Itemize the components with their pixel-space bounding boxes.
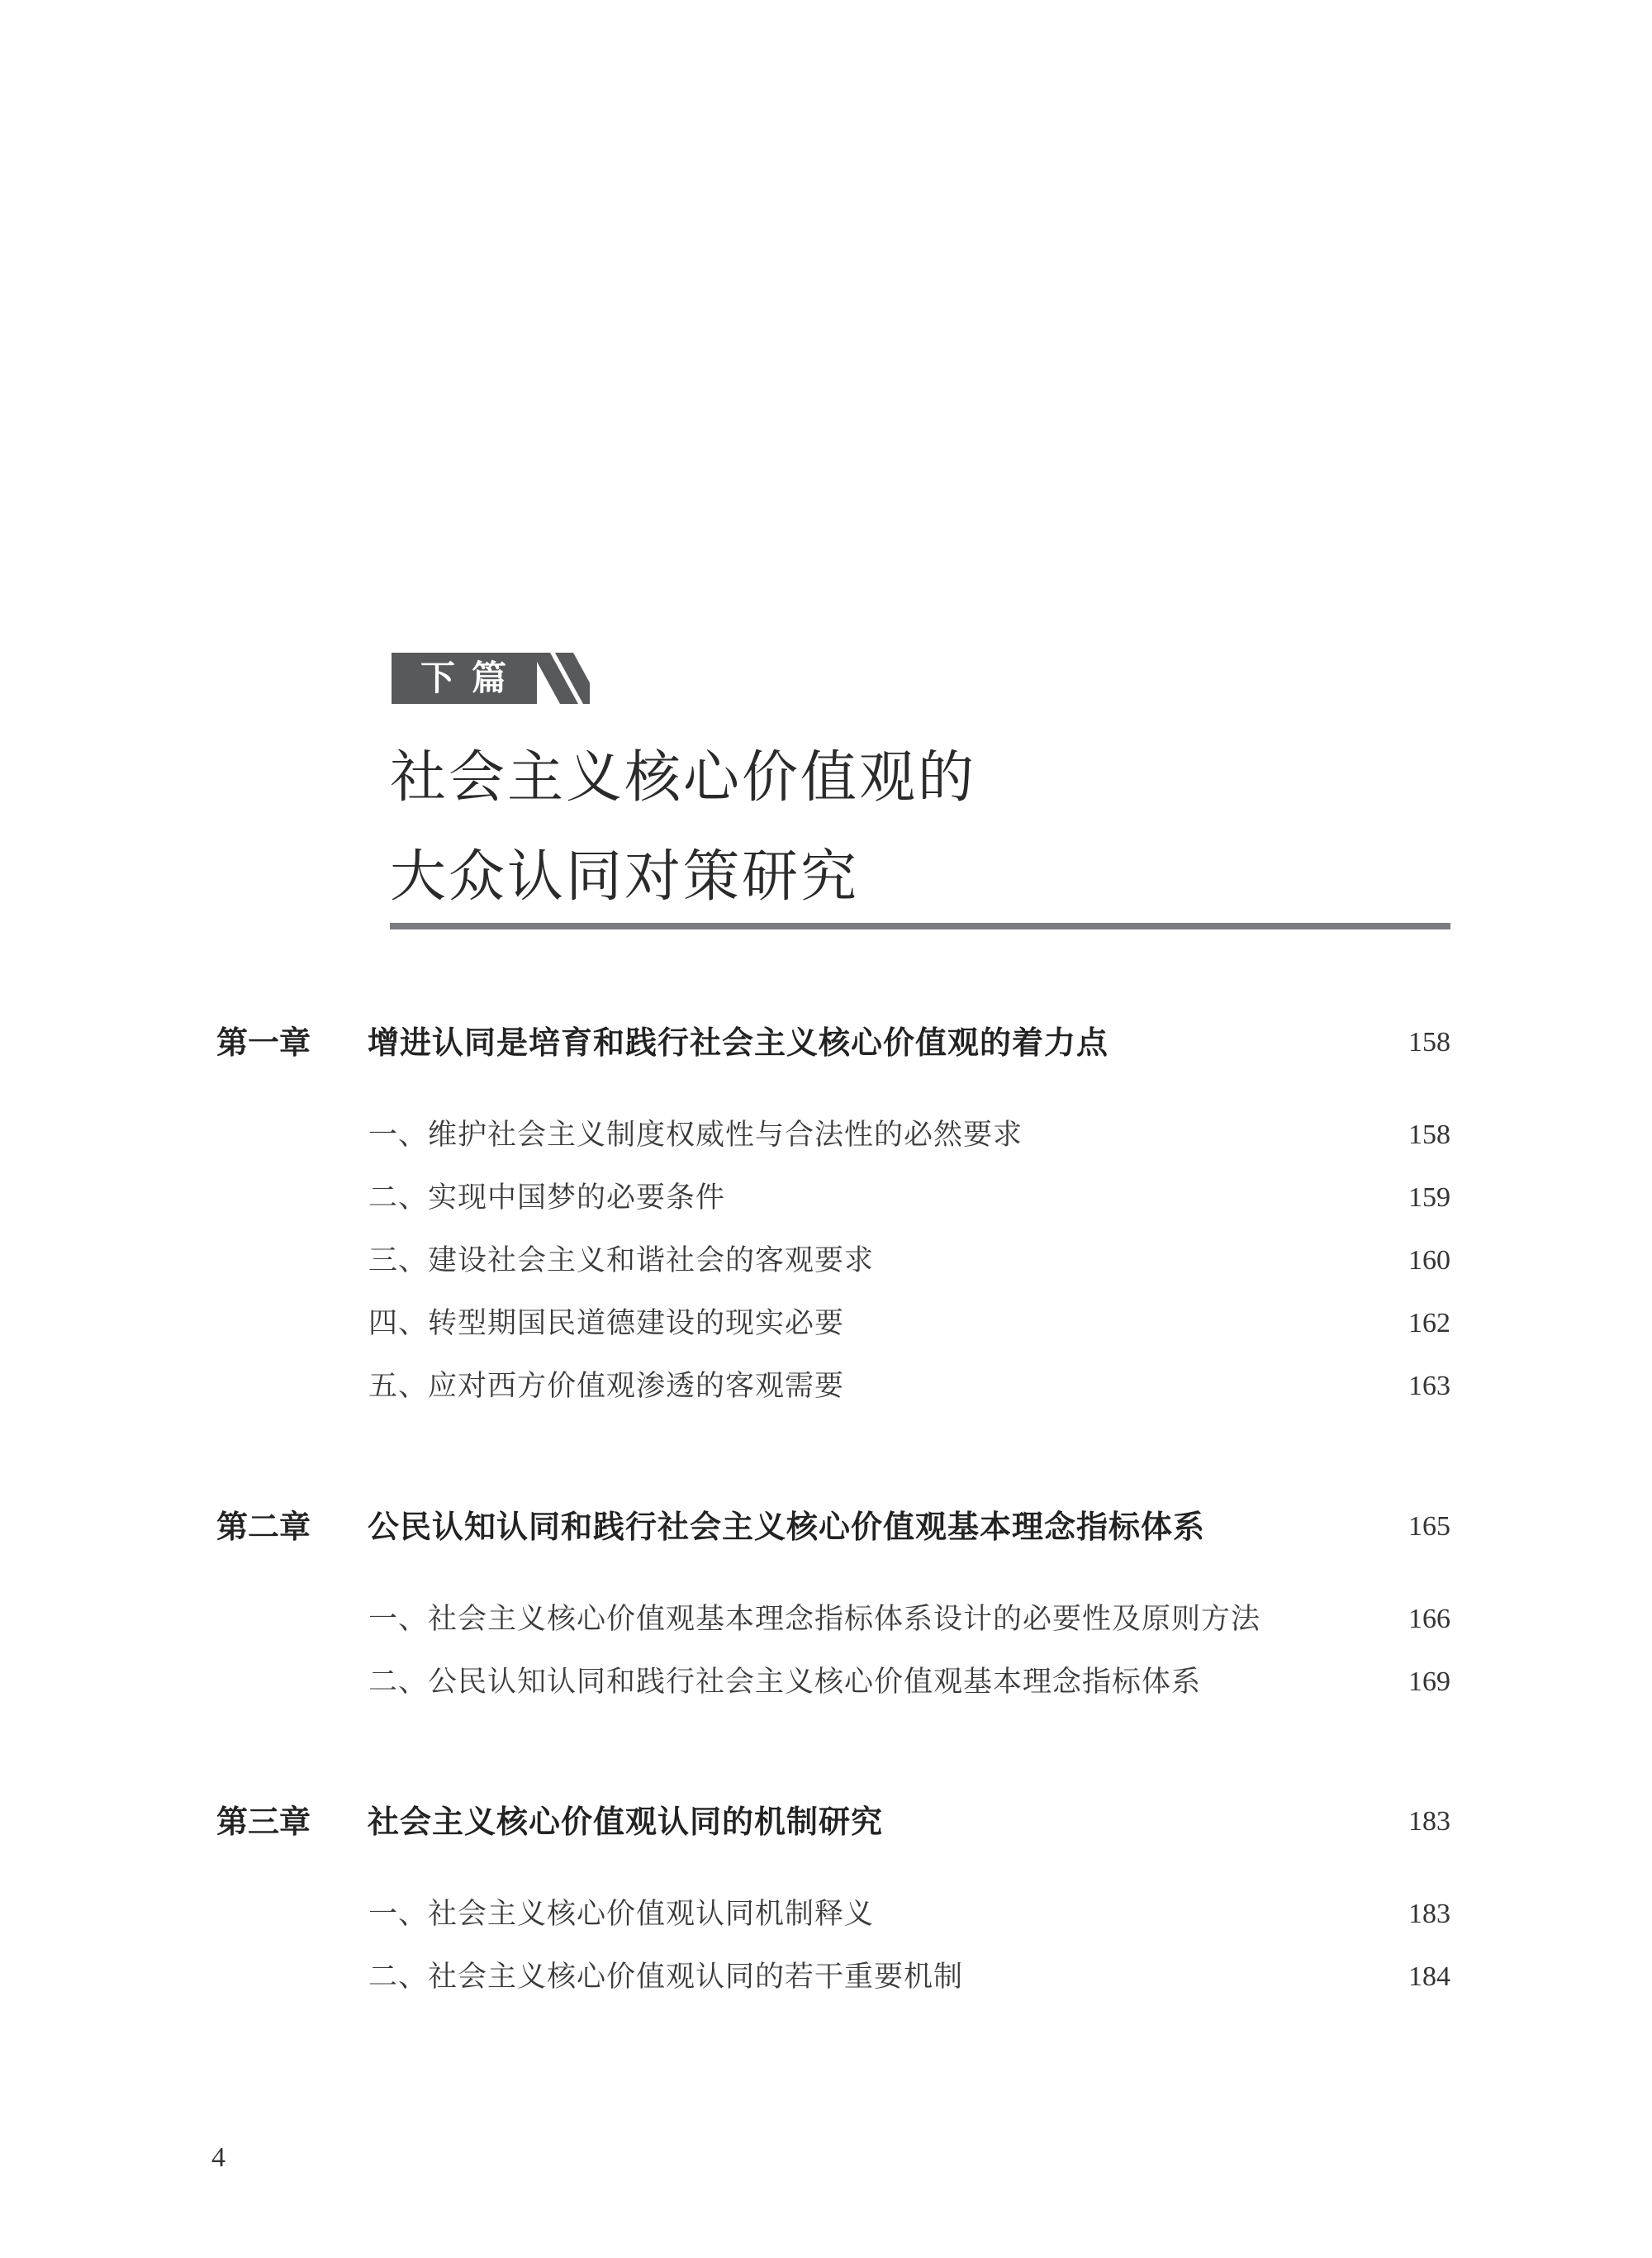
toc-entry[interactable] — [0, 1595, 1652, 1644]
toc-entry[interactable] — [0, 1299, 1652, 1348]
toc-entry[interactable] — [0, 1110, 1652, 1160]
entry-page-number: 162 — [1408, 1308, 1450, 1338]
section-title — [390, 729, 976, 927]
title-line-2: 大众认同对策研究 — [390, 844, 860, 910]
title-divider — [390, 923, 1450, 929]
chapter-3-row[interactable] — [0, 1797, 1652, 1847]
entry-title: 四、转型期国民道德建设的现实必要 — [368, 1307, 845, 1340]
entry-page-number: 160 — [1408, 1245, 1450, 1276]
entry-page-number: 169 — [1408, 1666, 1450, 1697]
entry-title: 二、公民认知认同和践行社会主义核心价值观基本理念指标体系 — [368, 1666, 1202, 1699]
chapter-label: 第二章 — [216, 1509, 311, 1545]
entry-page-number: 183 — [1408, 1899, 1450, 1929]
entry-title: 一、社会主义核心价值观基本理念指标体系设计的必要性及原则方法 — [368, 1603, 1261, 1636]
chapter-1-row[interactable] — [0, 1018, 1652, 1067]
toc-entry[interactable] — [0, 1173, 1652, 1223]
toc-entry[interactable] — [0, 1952, 1652, 2002]
toc-entry[interactable] — [0, 1236, 1652, 1286]
chapter-page-number: 158 — [1408, 1027, 1450, 1058]
entry-title: 三、建设社会主义和谐社会的客观要求 — [368, 1244, 875, 1277]
entry-title: 二、实现中国梦的必要条件 — [368, 1181, 726, 1215]
chapter-label: 第一章 — [216, 1024, 311, 1061]
toc-entry[interactable] — [0, 1657, 1652, 1707]
entry-page-number: 158 — [1408, 1119, 1450, 1150]
part-header — [392, 653, 590, 704]
part-label: 下篇 — [392, 653, 537, 704]
entry-page-number: 163 — [1408, 1371, 1450, 1401]
chapter-label: 第三章 — [216, 1804, 311, 1840]
title-line-1: 社会主义核心价值观的 — [390, 745, 977, 811]
chapter-title: 社会主义核心价值观认同的机制研究 — [368, 1804, 884, 1840]
entry-title: 一、社会主义核心价值观认同机制释义 — [368, 1898, 875, 1931]
toc-entry[interactable] — [0, 1890, 1652, 1939]
page-folio: 4 — [211, 2142, 225, 2173]
toc-entry[interactable] — [0, 1362, 1652, 1411]
entry-page-number: 184 — [1408, 1961, 1450, 1992]
chapter-2-row[interactable] — [0, 1502, 1652, 1552]
entry-title: 五、应对西方价值观渗透的客观需要 — [368, 1370, 845, 1403]
chapter-page-number: 165 — [1408, 1511, 1450, 1542]
entry-title: 二、社会主义核心价值观认同的若干重要机制 — [368, 1961, 964, 1994]
chapter-page-number: 183 — [1408, 1806, 1450, 1837]
chapter-title: 增进认同是培育和践行社会主义核心价值观的着力点 — [368, 1024, 1109, 1061]
entry-page-number: 159 — [1408, 1182, 1450, 1213]
entry-page-number: 166 — [1408, 1604, 1450, 1634]
entry-title: 一、维护社会主义制度权威性与合法性的必然要求 — [368, 1119, 1023, 1152]
chapter-title: 公民认知认同和践行社会主义核心价值观基本理念指标体系 — [368, 1509, 1206, 1545]
